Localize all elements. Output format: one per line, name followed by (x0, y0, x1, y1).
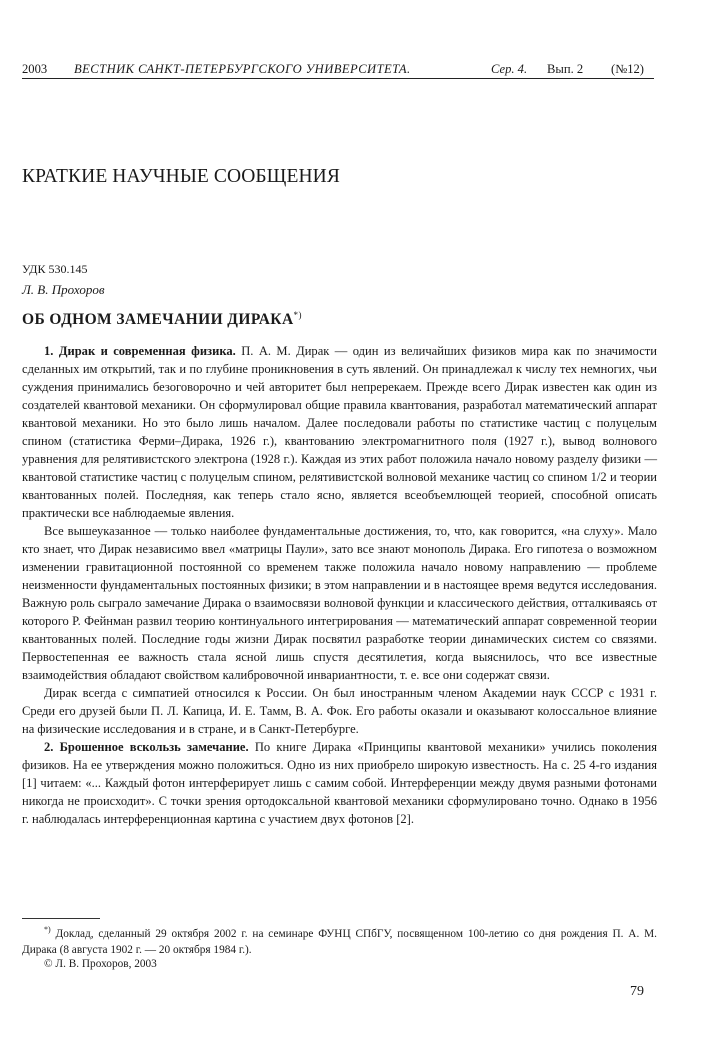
article-title (22, 310, 302, 329)
paragraph-heading: 2. Брошенное вскользь замечание. (44, 740, 249, 754)
title-footnote-marker: *) (293, 310, 302, 320)
paragraph-heading: 1. Дирак и современная физика. (44, 344, 236, 358)
paragraph-text: Дирак всегда с симпатией относился к России. Он был иностранным членом Академии наук СССР с 1931 г. Среди его друзей были П. Л. Капица, И. Е. Тамм, В. А. Фок. Его работы оказали и оказывают колоссальное влияние на физические исследования и в стране, и в Санкт-Петербурге. (22, 686, 657, 736)
running-head (22, 60, 654, 79)
footnote-marker: *) (44, 925, 51, 934)
footnote-text: Доклад, сделанный 29 октября 2002 г. на семинаре ФУНЦ СПбГУ, посвященном 100-летию со дня рождения П. А. М. Дирака (8 августа 1902 г. — 20 октября 1984 г.). (22, 927, 657, 956)
footnote (22, 922, 657, 958)
copyright-notice: © Л. В. Прохоров, 2003 (44, 958, 157, 970)
header-year: 2003 (22, 62, 48, 76)
paragraph-2 (22, 522, 657, 684)
paragraph-3 (22, 684, 657, 738)
paragraph-text: По книге Дирака «Принципы квантовой механики» учились поколения физиков. На ее утверждения можно положиться. Одно из них приобрело широкую известность. На с. 25 4-го издания [1] читаем: «... Каждый фотон интерферирует лишь с самим собой. Интерференции между двумя разными фотонами никогда не происходит». С точки зрения ортодоксальной квантовой механики сформулировано точно. Однако в 1956 г. наблюдалась интерференционная картина с участием двух фотонов [2]. (22, 740, 657, 826)
author: Л. В. Прохоров (22, 282, 105, 297)
header-series: Сер. 4. (491, 62, 528, 76)
paragraph-4 (22, 738, 657, 828)
header-journal: ВЕСТНИК САНКТ-ПЕТЕРБУРГСКОГО УНИВЕРСИТЕТА. (74, 62, 411, 76)
udk-code: УДК 530.145 (22, 262, 88, 276)
footnote-divider (22, 918, 100, 919)
paragraph-text: Все вышеуказанное — только наиболее фундаментальные достижения, то, что, как говорится, «на слуху». Мало кто знает, что Дирак независимо ввел «матрицы Паули», зато все знают монополь Дирака. Его гипотеза о возможном изменении гравитационной постоянной со временем также положила начало новому направлению — проблеме неизменности фундаментальных постоянных физики; в этом направлении и в настоящее время ведутся исследования. Важную роль сыграло замечание Дирака о взаимосвязи волновой функции и классического действия, отталкиваясь от которого Р. Фейнман развил теорию континуального интегрирования — математический аппарат современной теории квантованных полей. Последние годы жизни Дирак посвятил разработке теории динамических систем со связями. Первостепенная ее важность стала ясной лишь спустя десятилетия, когда выяснилось, что все известные взаимодействия обладают свойством калибровочной инвариантности, т. е. все они содержат связи. (22, 524, 657, 682)
article-title-text: ОБ ОДНОМ ЗАМЕЧАНИИ ДИРАКА (22, 311, 294, 329)
header-number: (№12) (611, 62, 644, 76)
footnote-paragraph (22, 922, 657, 958)
paragraph-text: П. А. М. Дирак — один из величайших физиков мира как по значимости сделанных им открытий, так и по глубине проникновения в суть явлений. Он принадлежал к числу тех немногих, чьи суждения принимались безоговорочно и чей авторитет был непререкаем. Прежде всего Дирак известен как один из создателей квантовой механики. Он сформулировал общие правила квантования, разработал математический аппарат квантовой механики. Но это было лишь началом. Далее последовали работы по статистике частиц с полуцелым спином (статистика Ферми–Дирака, 1926 г.), квантованию электромагнитного поля (1927 г.), вывод волнового уравнения для релятивистского электрона (1928 г.). Каждая из этих работ положила начало новому разделу физики — квантовой статистике частиц с полуцелым спином, релятивистской волновой механике частиц со спином 1/2 и теории квантованных полей. Последняя, как теперь стало ясно, является всеобъемлющей теорией, способной описать практически все наблюдаемые явления. (22, 344, 657, 520)
paragraph-1 (22, 342, 657, 522)
header-issue: Вып. 2 (547, 62, 584, 76)
section-title: КРАТКИЕ НАУЧНЫЕ СООБЩЕНИЯ (22, 166, 340, 187)
article-body (22, 342, 657, 828)
page-number: 79 (630, 984, 644, 999)
